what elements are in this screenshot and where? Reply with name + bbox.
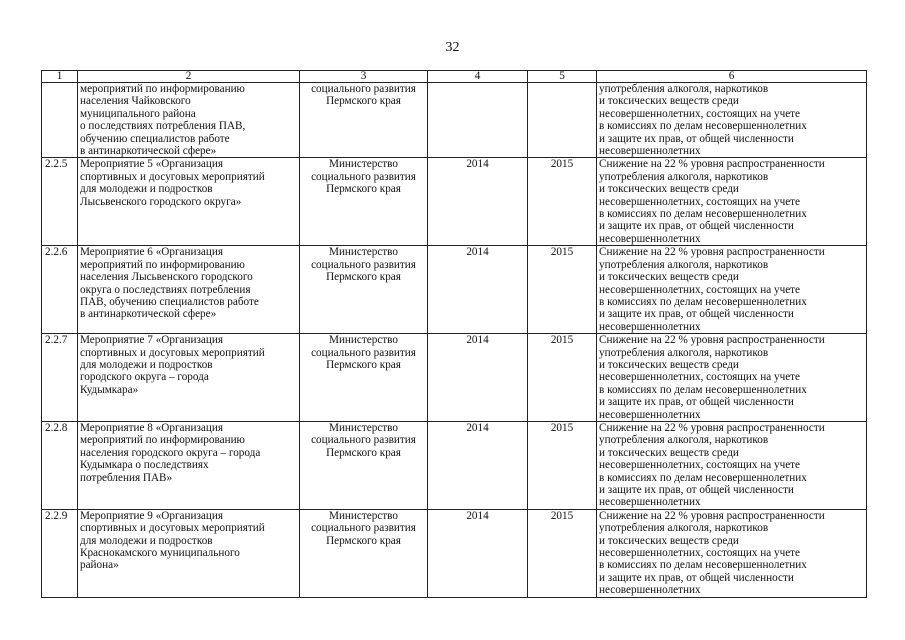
end-year: 2015 [528,334,597,422]
header-row [42,71,867,83]
executor: Министерство социального развития Пермского края [300,334,428,422]
event-description: Мероприятие 7 «Организация спортивных и досуговых мероприятий для молодежи и подростков городского округа – города Кудымкара» [78,334,300,422]
end-year: 2015 [528,509,597,597]
expected-result: Снижение на 22 % уровня распространенности употребления алкоголя, наркотиков и токсических веществ среди несовершеннолетних, состоящих на учете в комиссиях по делам несовершеннолетних и защите их прав, от общей численности несовершеннолетних [597,509,867,597]
column-header: 3 [300,71,428,83]
column-header: 6 [597,71,867,83]
start-year: 2014 [428,246,528,334]
end-year [528,83,597,158]
event-description: мероприятий по информированию населения Чайковского муниципального района о последствиях потребления ПАВ, обучению специалистов работе в антинаркотической сфере» [78,83,300,158]
measures-table [41,70,867,598]
row-number: 2.2.6 [42,246,78,334]
row-number: 2.2.7 [42,334,78,422]
column-header: 1 [42,71,78,83]
column-header: 2 [78,71,300,83]
executor: Министерство социального развития Пермского края [300,246,428,334]
expected-result: употребления алкоголя, наркотиков и токсических веществ среди несовершеннолетних, состоящих на учете в комиссиях по делам несовершеннолетних и защите их прав, от общей численности несовершеннолетних [597,83,867,158]
column-header: 4 [428,71,528,83]
executor: Министерство социального развития Пермского края [300,509,428,597]
end-year: 2015 [528,246,597,334]
start-year: 2014 [428,158,528,246]
table-row [42,83,867,158]
table-row [42,509,867,597]
event-description: Мероприятие 8 «Организация мероприятий по информированию населения городского округа – города Кудымкара о последствиях потребления ПАВ» [78,421,300,509]
event-description: Мероприятие 5 «Организация спортивных и досуговых мероприятий для молодежи и подростков Лысьвенского городского округа» [78,158,300,246]
executor: социального развития Пермского края [300,83,428,158]
row-number: 2.2.8 [42,421,78,509]
end-year: 2015 [528,158,597,246]
expected-result: Снижение на 22 % уровня распространенности употребления алкоголя, наркотиков и токсических веществ среди несовершеннолетних, состоящих на учете в комиссиях по делам несовершеннолетних и защите их прав, от общей численности несовершеннолетних [597,246,867,334]
table-row [42,158,867,246]
executor: Министерство социального развития Пермского края [300,421,428,509]
expected-result: Снижение на 22 % уровня распространенности употребления алкоголя, наркотиков и токсических веществ среди несовершеннолетних, состоящих на учете в комиссиях по делам несовершеннолетних и защите их прав, от общей численности несовершеннолетних [597,158,867,246]
column-header: 5 [528,71,597,83]
table-row [42,246,867,334]
row-number: 2.2.5 [42,158,78,246]
row-number: 2.2.9 [42,509,78,597]
event-description: Мероприятие 6 «Организация мероприятий по информированию населения Лысьвенского городского округа о последствиях потребления ПАВ, обучению специалистов работе в антинаркотической сфере» [78,246,300,334]
table-row [42,421,867,509]
table-row [42,334,867,422]
start-year [428,83,528,158]
expected-result: Снижение на 22 % уровня распространенности употребления алкоголя, наркотиков и токсических веществ среди несовершеннолетних, состоящих на учете в комиссиях по делам несовершеннолетних и защите их прав, от общей численности несовершеннолетних [597,421,867,509]
executor: Министерство социального развития Пермского края [300,158,428,246]
start-year: 2014 [428,334,528,422]
row-number [42,83,78,158]
expected-result: Снижение на 22 % уровня распространенности употребления алкоголя, наркотиков и токсических веществ среди несовершеннолетних, состоящих на учете в комиссиях по делам несовершеннолетних и защите их прав, от общей численности несовершеннолетних [597,334,867,422]
start-year: 2014 [428,421,528,509]
event-description: Мероприятие 9 «Организация спортивных и досуговых мероприятий для молодежи и подростков Краснокамского муниципального района» [78,509,300,597]
end-year: 2015 [528,421,597,509]
start-year: 2014 [428,509,528,597]
page-number: 32 [445,40,460,55]
